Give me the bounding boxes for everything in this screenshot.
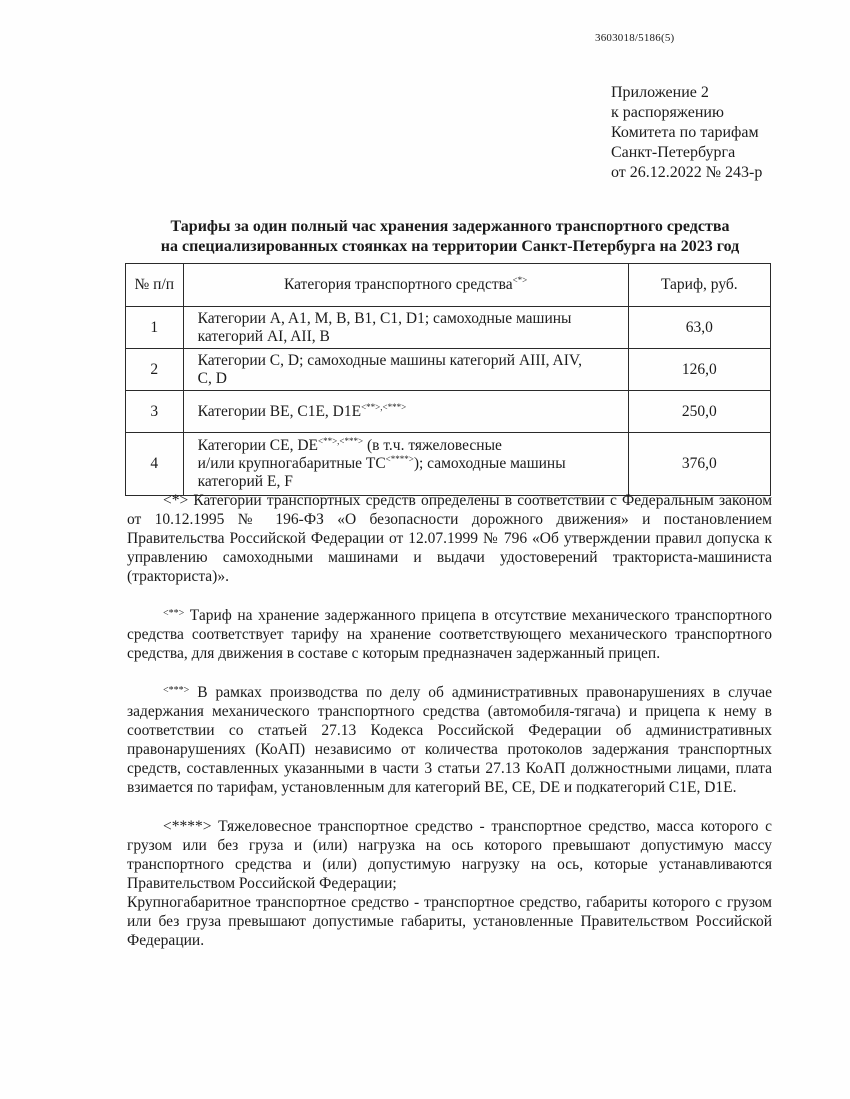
footnote-mark: <****> xyxy=(163,818,212,835)
category-text: ); самоходные машины xyxy=(413,455,566,472)
category-line: категорий E, F xyxy=(197,473,293,490)
footnote-text: Тариф на хранение задержанного прицепа в отсутствие механического транспортного средства соответствует тарифу на хранение соответствующего механического транспортного средства, для движения в составе с которым предназначен задержанный прицеп. xyxy=(127,607,772,662)
footnote-5: Крупногабаритное транспортное средство - транспортное средство, габариты которого с грузом или без груза превышают допустимые габариты, установленные Правительством Российской Федерации. xyxy=(127,894,772,949)
appendix-line: к распоряжению xyxy=(611,104,724,121)
header-rate: Тариф, руб. xyxy=(628,264,770,307)
row-category xyxy=(183,433,628,496)
title-line-1: Тарифы за один полный час хранения задержанного транспортного средства xyxy=(170,218,730,235)
row-rate: 63,0 xyxy=(628,307,770,349)
footnotes xyxy=(127,491,772,950)
footnote-2 xyxy=(127,606,772,663)
appendix-line: Санкт-Петербурга xyxy=(611,144,736,161)
table-row xyxy=(126,433,771,496)
table-row xyxy=(126,349,771,391)
row-category xyxy=(183,349,628,391)
category-line xyxy=(198,455,622,473)
footnote-text: Категории транспортных средств определены в соответствии с Федеральным законом от 10.12.1995 № 196-ФЗ «О безопасности дорожного движения» и постановлением Правительства Российской Федерации от 12.07.1999 № 796 «Об утверждении правил допуска к управлению самоходными машинами и выдачи удостоверений тракториста-машиниста (тракториста)». xyxy=(127,492,772,585)
category-line: Категории A, A1, M, B, B1, C1, D1; самоходные машины xyxy=(197,309,572,327)
footnote-mark: <*> xyxy=(512,275,528,285)
row-category xyxy=(183,307,628,349)
header-category xyxy=(183,264,628,307)
category-line: C, D xyxy=(197,369,227,387)
category-line: Категории C, D; самоходные машины категорий AIII, AIV, xyxy=(197,351,582,369)
title-line-2: на специализированных стоянках на территории Санкт-Петербурга на 2023 год xyxy=(160,238,740,255)
table-row xyxy=(126,391,771,433)
category-text: Категории CE, DE xyxy=(197,437,319,454)
category-line: категорий AI, AII, B xyxy=(197,327,330,345)
document-number: 3603018/5186(5) xyxy=(595,32,675,44)
footnote-mark: <**>,<***> xyxy=(361,401,407,412)
category-text: (в т.ч. тяжеловесные xyxy=(363,437,502,454)
footnote-mark: <**>,<***> xyxy=(318,436,364,446)
appendix-block xyxy=(611,83,762,183)
footnote-mark: <*> xyxy=(163,492,189,509)
footnote-4 xyxy=(127,817,772,893)
appendix-line: Комитета по тарифам xyxy=(611,124,759,141)
document-title xyxy=(110,217,790,257)
category-text: и/или крупногабаритные ТС xyxy=(197,455,386,472)
header-num: № п/п xyxy=(126,264,184,307)
table-header-row xyxy=(126,264,771,307)
row-num: 3 xyxy=(126,391,184,433)
footnote-text: В рамках производства по делу об административных правонарушениях в случае задержания механического транспортного средства (автомобиля-тягача) и прицепа к нему в соответствии со статьей 27.13 Кодекса Российской Федерации об административных правонарушениях (КоАП) независимо от количества протоколов задержания транспортных средств, составленных указанными в части 3 статьи 27.13 КоАП должностными лицами, плата взимается по тарифам, установленным для категорий BE, CE, DE и подкатегорий C1E, D1E. xyxy=(127,684,772,796)
category-line xyxy=(198,437,622,455)
footnote-3 xyxy=(127,683,772,797)
row-num: 2 xyxy=(126,349,184,391)
row-rate: 376,0 xyxy=(628,433,770,496)
footnote-text: Тяжеловесное транспортное средство - транспортное средство, масса которого с грузом или без груза и (или) нагрузка на ось которого превышают допустимую массу транспортного средства и (или) допустимую нагрузку на ось, которые устанавливаются Правительством Российской Федерации; xyxy=(127,818,772,892)
row-category xyxy=(183,391,628,433)
appendix-line: от 26.12.2022 № 243-р xyxy=(611,164,763,181)
tariff-table xyxy=(125,263,771,496)
row-num: 1 xyxy=(126,307,184,349)
category-text: Категории BE, C1E, D1E xyxy=(197,402,362,420)
footnote-mark: <****> xyxy=(385,454,414,464)
footnote-mark: <***> xyxy=(163,685,190,696)
row-num: 4 xyxy=(126,433,184,496)
row-rate: 250,0 xyxy=(628,391,770,433)
table-row xyxy=(126,307,771,349)
row-rate: 126,0 xyxy=(628,349,770,391)
header-category-label: Категория транспортного средства xyxy=(283,276,513,293)
appendix-line: Приложение 2 xyxy=(611,84,709,101)
footnote-1 xyxy=(127,491,772,586)
footnote-mark: <**> xyxy=(163,608,185,619)
